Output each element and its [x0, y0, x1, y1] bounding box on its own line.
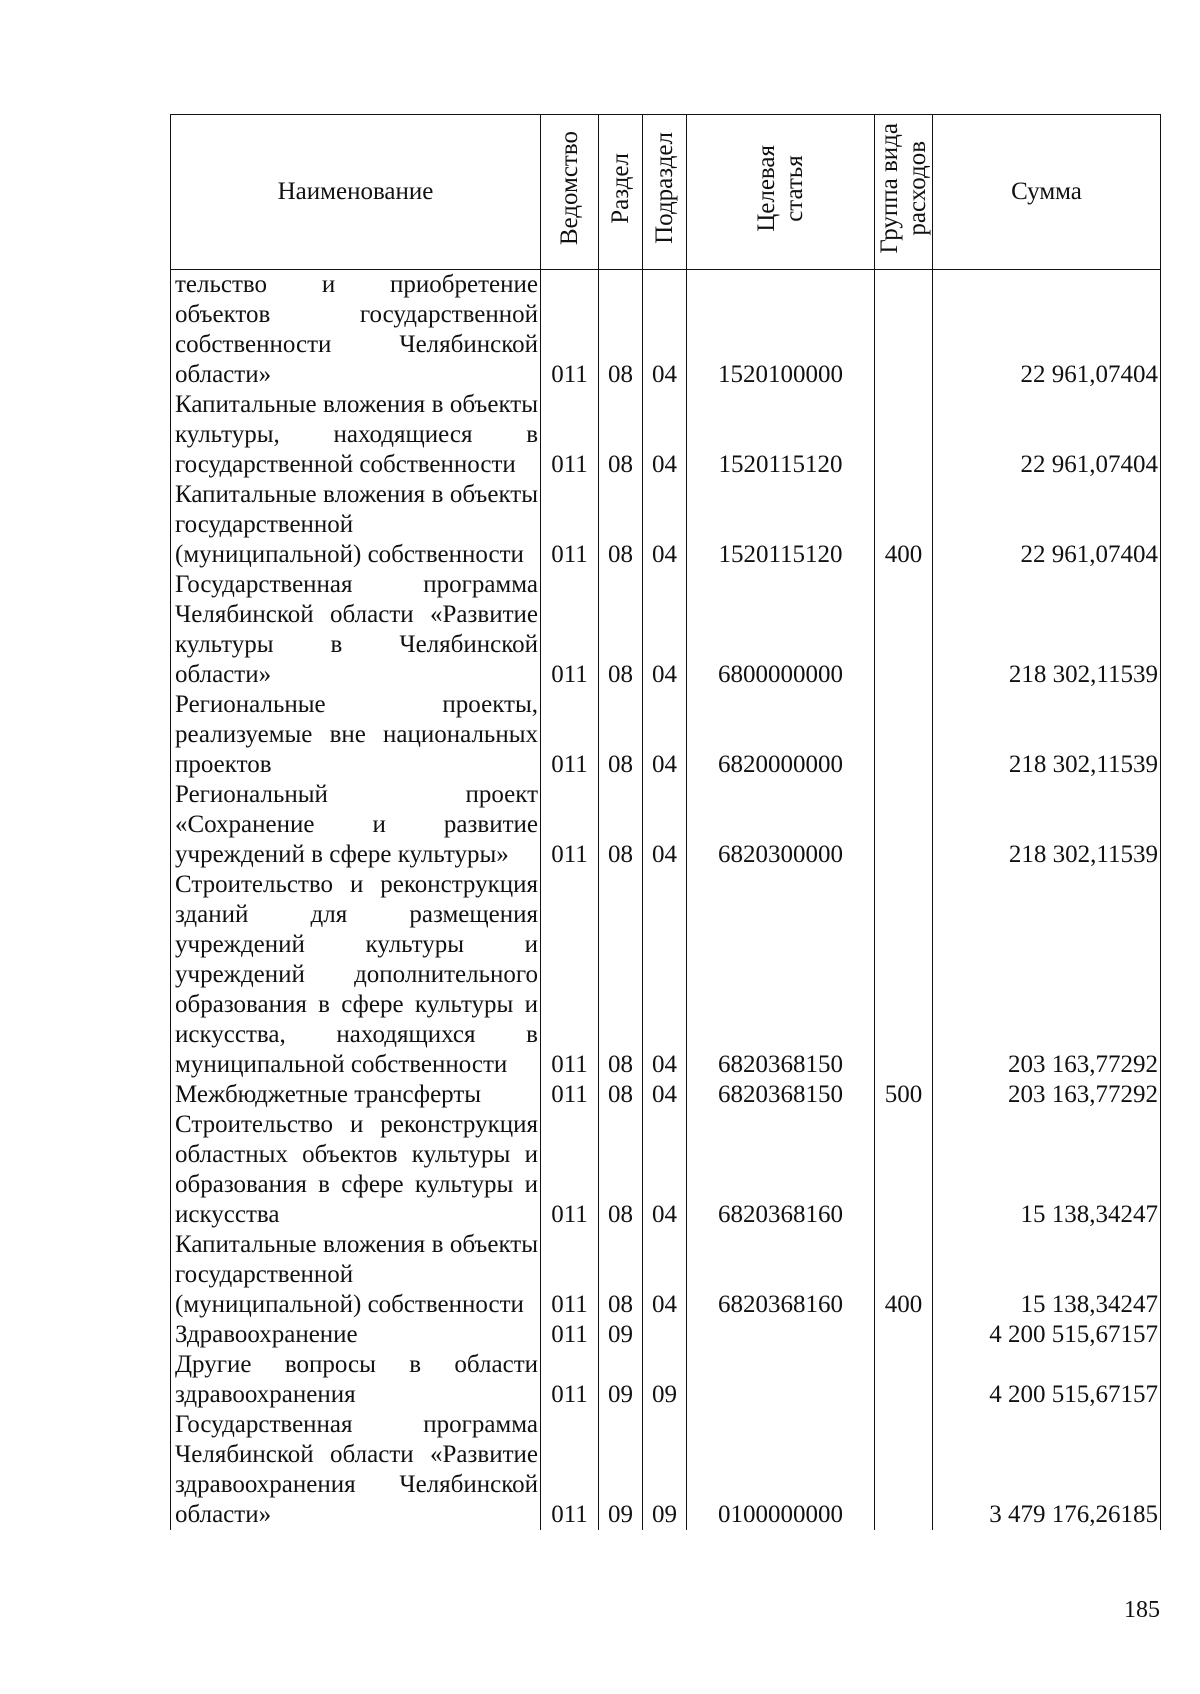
header-gruppa-vida-rashodov: Группа вида расходов — [875, 115, 933, 270]
row-name: Строительство и реконструкция зданий для размещения учреждений культуры и учреждений дополнительного образования в сфере культуры и искусства, находящихся в муниципальной собственности — [171, 870, 541, 1080]
row-vedomstvo: 011 — [541, 270, 599, 391]
row-podrazdel: 09 — [643, 1410, 687, 1530]
row-name: Региональный проект «Сохранение и развитие учреждений в сфере культуры» — [171, 780, 541, 870]
row-razdel: 08 — [599, 780, 643, 870]
row-podrazdel: 04 — [643, 570, 687, 690]
table-row — [171, 780, 1161, 870]
row-gruppa: 400 — [875, 1230, 933, 1320]
row-razdel: 08 — [599, 1080, 643, 1110]
row-vedomstvo: 011 — [541, 1350, 599, 1410]
row-summa: 22 961,07404 — [933, 270, 1161, 391]
row-podrazdel: 04 — [643, 270, 687, 391]
row-podrazdel: 04 — [643, 390, 687, 480]
row-summa: 3 479 176,26185 — [933, 1410, 1161, 1530]
row-vedomstvo: 011 — [541, 570, 599, 690]
page-number: 185 — [1124, 1597, 1160, 1623]
row-razdel: 08 — [599, 1230, 643, 1320]
table-row — [171, 1080, 1161, 1110]
row-gruppa — [875, 1350, 933, 1410]
row-celevaya-statya: 6820000000 — [687, 690, 875, 780]
row-name: Капитальные вложения в объекты государственной (муниципальной) собственности — [171, 480, 541, 570]
row-summa: 218 302,11539 — [933, 570, 1161, 690]
row-razdel: 08 — [599, 1110, 643, 1230]
row-name: Региональные проекты, реализуемые вне национальных проектов — [171, 690, 541, 780]
table-body — [171, 270, 1161, 1531]
row-razdel: 09 — [599, 1320, 643, 1350]
row-podrazdel: 04 — [643, 480, 687, 570]
row-celevaya-statya — [687, 1320, 875, 1350]
row-vedomstvo: 011 — [541, 390, 599, 480]
row-name: Здравоохранение — [171, 1320, 541, 1350]
row-vedomstvo: 011 — [541, 1110, 599, 1230]
header-summa: Сумма — [933, 115, 1161, 270]
row-vedomstvo: 011 — [541, 1080, 599, 1110]
row-celevaya-statya: 0100000000 — [687, 1410, 875, 1530]
row-gruppa: 500 — [875, 1080, 933, 1110]
row-gruppa — [875, 1320, 933, 1350]
row-summa: 4 200 515,67157 — [933, 1350, 1161, 1410]
row-gruppa — [875, 570, 933, 690]
row-celevaya-statya: 6820368160 — [687, 1230, 875, 1320]
row-celevaya-statya: 6820368150 — [687, 870, 875, 1080]
row-vedomstvo: 011 — [541, 1410, 599, 1530]
row-summa: 22 961,07404 — [933, 390, 1161, 480]
row-summa: 15 138,34247 — [933, 1230, 1161, 1320]
row-podrazdel — [643, 1320, 687, 1350]
table-row — [171, 870, 1161, 1080]
row-vedomstvo: 011 — [541, 480, 599, 570]
row-razdel: 08 — [599, 390, 643, 480]
row-summa: 218 302,11539 — [933, 780, 1161, 870]
row-celevaya-statya: 1520115120 — [687, 390, 875, 480]
row-gruppa — [875, 690, 933, 780]
table-row — [171, 1230, 1161, 1320]
row-razdel: 08 — [599, 870, 643, 1080]
row-podrazdel: 04 — [643, 870, 687, 1080]
row-name: Государственная программа Челябинской области «Развитие культуры в Челябинской области» — [171, 570, 541, 690]
row-gruppa: 400 — [875, 480, 933, 570]
row-razdel: 08 — [599, 270, 643, 391]
row-celevaya-statya — [687, 1350, 875, 1410]
row-name: Капитальные вложения в объекты государственной (муниципальной) собственности — [171, 1230, 541, 1320]
row-celevaya-statya: 1520100000 — [687, 270, 875, 391]
row-vedomstvo: 011 — [541, 690, 599, 780]
row-podrazdel: 09 — [643, 1350, 687, 1410]
row-name: Межбюджетные трансферты — [171, 1080, 541, 1110]
table-row — [171, 390, 1161, 480]
row-name: Государственная программа Челябинской области «Развитие здравоохранения Челябинской области» — [171, 1410, 541, 1530]
row-summa: 4 200 515,67157 — [933, 1320, 1161, 1350]
row-vedomstvo: 011 — [541, 780, 599, 870]
row-vedomstvo: 011 — [541, 1320, 599, 1350]
row-name: Капитальные вложения в объекты культуры, находящиеся в государственной собственности — [171, 390, 541, 480]
row-summa: 15 138,34247 — [933, 1110, 1161, 1230]
header-celevaya-statya: Целевая статья — [687, 115, 875, 270]
row-name: Другие вопросы в области здравоохранения — [171, 1350, 541, 1410]
budget-table — [170, 114, 1161, 1530]
row-podrazdel: 04 — [643, 690, 687, 780]
row-gruppa — [875, 780, 933, 870]
row-gruppa — [875, 270, 933, 391]
row-razdel: 08 — [599, 480, 643, 570]
table-row — [171, 270, 1161, 391]
row-podrazdel: 04 — [643, 780, 687, 870]
table-row — [171, 1110, 1161, 1230]
header-vedomstvo: Ведомство — [541, 115, 599, 270]
row-podrazdel: 04 — [643, 1080, 687, 1110]
row-summa: 218 302,11539 — [933, 690, 1161, 780]
table-header — [171, 115, 1161, 270]
row-razdel: 08 — [599, 690, 643, 780]
row-celevaya-statya: 6820368150 — [687, 1080, 875, 1110]
row-name: тельство и приобретение объектов государственной собственности Челябинской области» — [171, 270, 541, 391]
row-celevaya-statya: 6820368160 — [687, 1110, 875, 1230]
table-row — [171, 690, 1161, 780]
row-razdel: 08 — [599, 570, 643, 690]
row-celevaya-statya: 1520115120 — [687, 480, 875, 570]
header-name: Наименование — [171, 115, 541, 270]
table-row — [171, 1350, 1161, 1410]
row-vedomstvo: 011 — [541, 870, 599, 1080]
row-podrazdel: 04 — [643, 1110, 687, 1230]
row-razdel: 09 — [599, 1350, 643, 1410]
row-podrazdel: 04 — [643, 1230, 687, 1320]
header-podrazdel: Подраздел — [643, 115, 687, 270]
row-gruppa — [875, 870, 933, 1080]
row-vedomstvo: 011 — [541, 1230, 599, 1320]
row-summa: 203 163,77292 — [933, 1080, 1161, 1110]
row-gruppa — [875, 1410, 933, 1530]
row-gruppa — [875, 390, 933, 480]
table-row — [171, 480, 1161, 570]
row-summa: 203 163,77292 — [933, 870, 1161, 1080]
row-gruppa — [875, 1110, 933, 1230]
row-celevaya-statya: 6800000000 — [687, 570, 875, 690]
row-celevaya-statya: 6820300000 — [687, 780, 875, 870]
header-razdel: Раздел — [599, 115, 643, 270]
table-row — [171, 570, 1161, 690]
table-row — [171, 1320, 1161, 1350]
row-summa: 22 961,07404 — [933, 480, 1161, 570]
row-razdel: 09 — [599, 1410, 643, 1530]
row-name: Строительство и реконструкция областных объектов культуры и образования в сфере культуры и искусства — [171, 1110, 541, 1230]
table-row — [171, 1410, 1161, 1530]
